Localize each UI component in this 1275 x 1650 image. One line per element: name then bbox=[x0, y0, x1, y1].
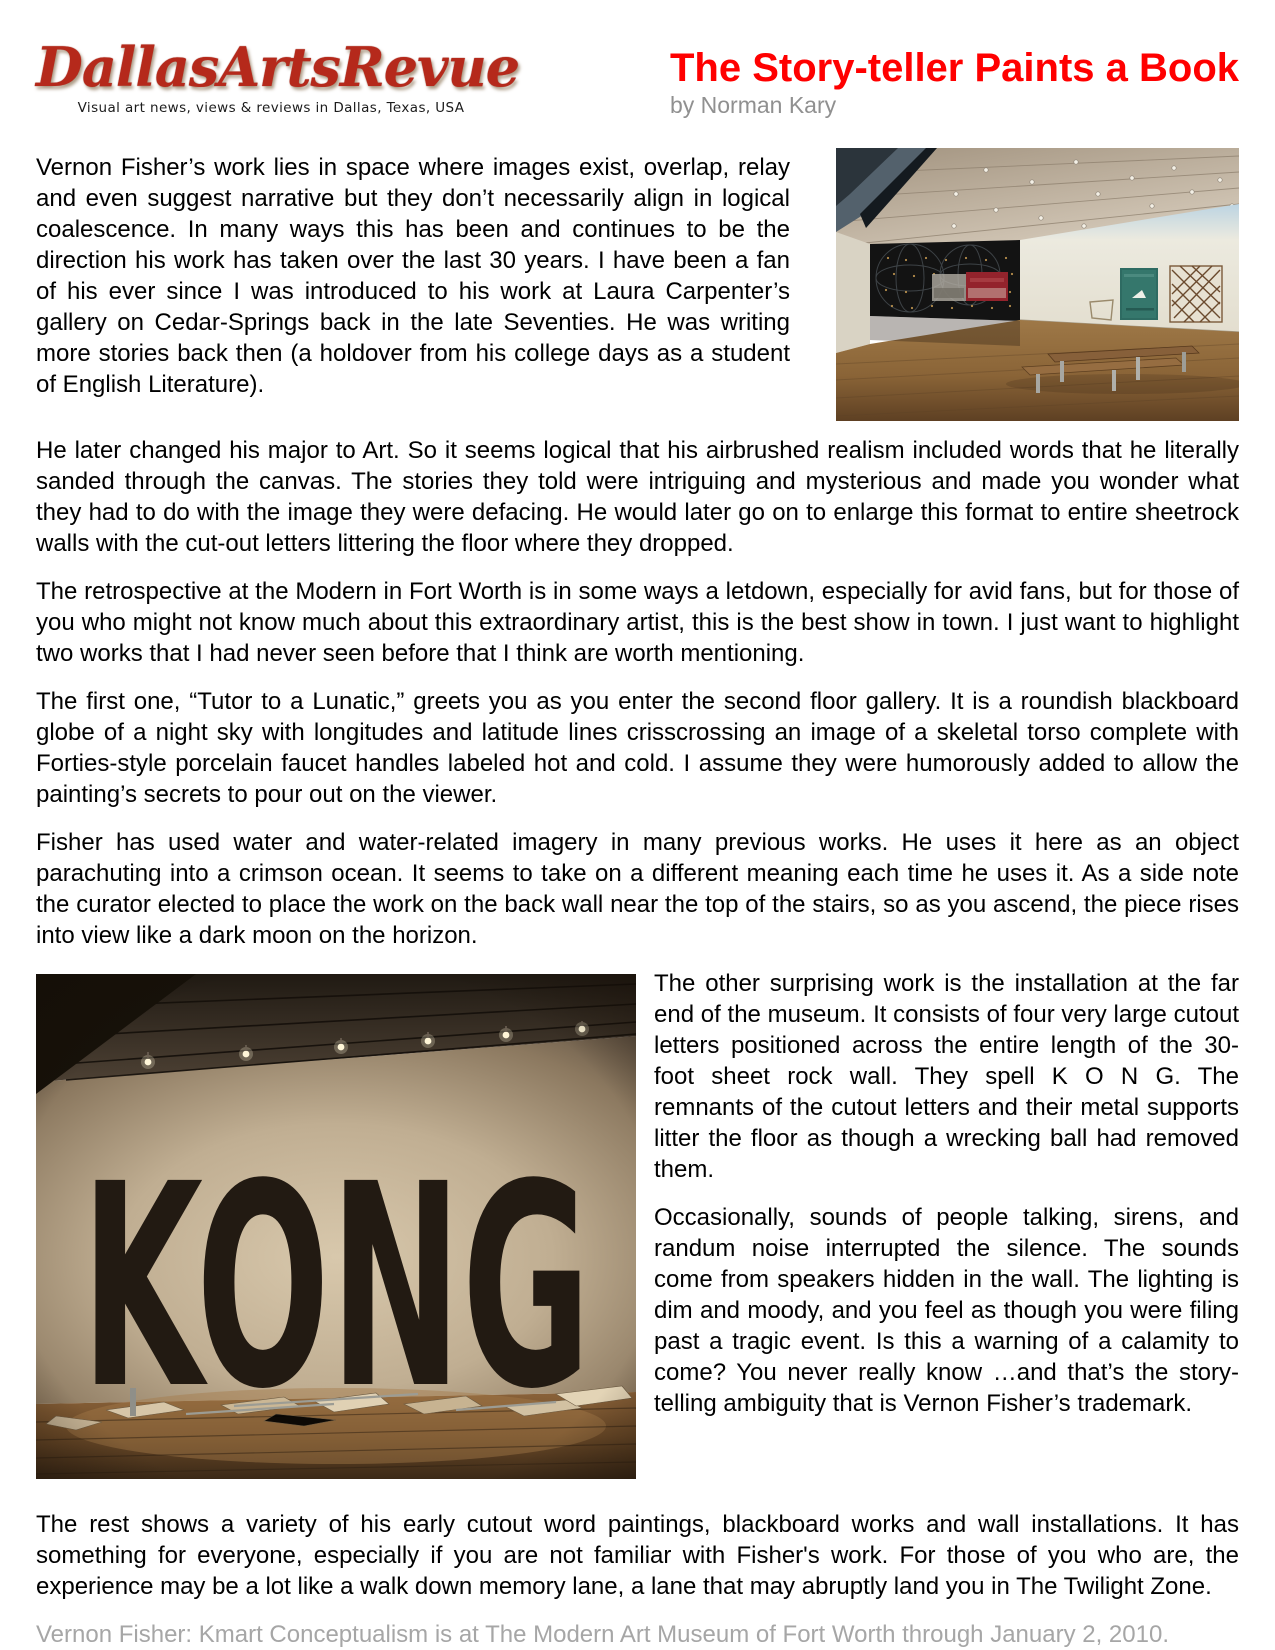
page-title: The Story-teller Paints a Book bbox=[669, 46, 1239, 90]
site-logo[interactable] bbox=[36, 35, 520, 116]
byline: by Norman Kary bbox=[669, 92, 837, 118]
masthead bbox=[36, 35, 1239, 138]
site-tagline: Visual art news, views & reviews in Dallas, Texas, USA bbox=[77, 100, 465, 116]
blackboard-mural bbox=[870, 240, 1020, 321]
article-header bbox=[670, 38, 1239, 119]
kong-photo bbox=[36, 974, 636, 1479]
closing-paragraph: The rest shows a variety of his early cutout word paintings, blackboard works and wall installations. It has something for everyone, especially if you are not familiar with Fisher's work. For those of you who are, the experience may be a lot like a walk down memory lane, a lane that may abruptly land you in The Twilight Zone. bbox=[36, 1511, 1239, 1600]
paragraph-5: Fisher has used water and water-related imagery in many previous works. He uses it here as an object parachuting into a crimson ocean. It seems to take on a different meaning each time he uses it. As a side note the curator elected to place the work on the back wall near the top of the stairs, so as you ascend, the piece rises into view like a dark moon on the horizon. bbox=[36, 829, 1239, 949]
kong-paragraph-1: The other surprising work is the installation at the far end of the museum. It consists of four very large cutout letters positioned across the entire length of the 30- foot sheet rock wall. They spell K O N G. The remnants of the cutout letters and their metal supports litter the floor as though a wrecking ball had removed them. bbox=[654, 970, 1239, 1183]
gallery-photo-image bbox=[836, 148, 1239, 421]
article-page bbox=[36, 0, 1239, 1650]
footnote: Vernon Fisher: Kmart Conceptualism is at The Modern Art Museum of Fort Worth through January 2, 2010. bbox=[36, 1621, 1169, 1648]
paragraph-3: The retrospective at the Modern in Fort Worth is in some ways a letdown, especially for avid fans, but for those of you who might not know much about this extraordinary artist, this is the best show in town. I just want to highlight two works that I had never seen before that I think are worth mentioning. bbox=[36, 578, 1239, 667]
paragraph-1: Vernon Fisher’s work lies in space where images exist, overlap, relay and even suggest narrative but they don’t necessarily align in logical coalescence. In many ways this has been and continues to be the direction his work has taken over the last 30 years. I have been a fan of his ever since I was introduced to his work at Laura Carpenter’s gallery on Cedar-Springs back in the late Seventies. He was writing more stories back then (a holdover from his college days as a student of English Literature). bbox=[36, 154, 790, 398]
site-logo-text[interactable]: DallasArtsRevue bbox=[36, 35, 520, 99]
lattice-artwork bbox=[1170, 266, 1222, 322]
gallery-photo bbox=[836, 148, 1239, 421]
kong-photo-image bbox=[36, 974, 636, 1479]
ocean-painting bbox=[1120, 268, 1158, 320]
paragraph-2: He later changed his major to Art. So it seems logical that his airbrushed realism included words that he literally sanded through the canvas. The stories they told were intriguing and mysterious and made you wonder what they had to do with the image they were defacing. He would later go on to enlarge this format to entire sheetrock walls with the cut-out letters littering the floor where they dropped. bbox=[36, 437, 1239, 557]
kong-paragraph-2: Occasionally, sounds of people talking, sirens, and randum noise interrupted the silence. The sounds come from speakers hidden in the wall. The lighting is dim and moody, and you feel as though you were filing past a tragic event. Is this a warning of a calamity to come? You never really know …and that’s the story-telling ambiguity that is Vernon Fisher’s trademark. bbox=[654, 1204, 1239, 1417]
paragraph-4: The first one, “Tutor to a Lunatic,” greets you as you enter the second floor gallery. It is a roundish blackboard globe of a night sky with longitudes and latitude lines crisscrossing an image of a skeletal torso complete with Forties-style porcelain faucet handles labeled hot and cold. I assume they were humorously added to allow the painting’s secrets to pour out on the viewer. bbox=[36, 688, 1239, 808]
article-body bbox=[36, 152, 1239, 1650]
